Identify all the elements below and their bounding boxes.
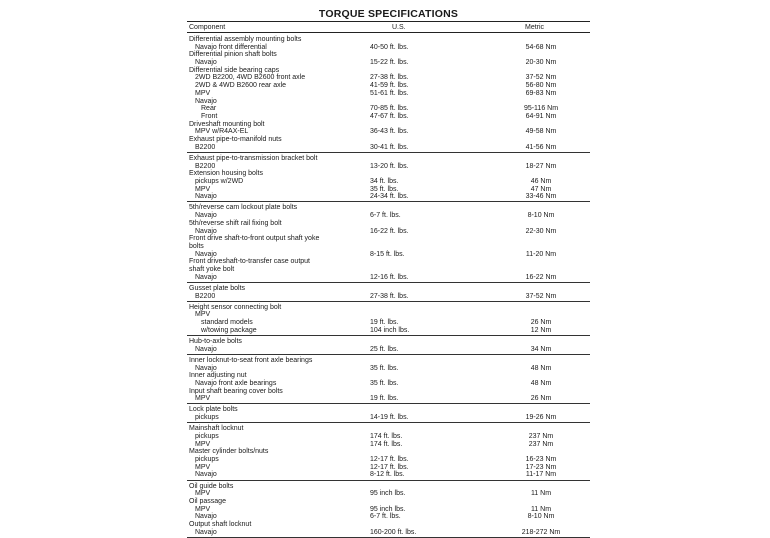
component-cell: w/towing package <box>201 326 257 334</box>
table-row <box>187 448 590 456</box>
component-cell: Front <box>201 112 218 120</box>
us-value-cell: 12-16 ft. lbs. <box>370 273 409 281</box>
component-cell: Hub-to-axle bolts <box>189 337 242 345</box>
component-cell: 5th/reverse shift rail fixing bolt <box>189 219 282 227</box>
us-value-cell: 51-61 ft. lbs. <box>370 89 409 97</box>
metric-value-cell: 11-20 Nm <box>525 250 557 258</box>
table-row <box>187 67 590 75</box>
table-row <box>187 186 590 194</box>
table-row <box>187 406 590 414</box>
component-cell: MPV <box>195 89 211 97</box>
metric-value-cell: 16-22 Nm <box>525 273 557 281</box>
table-row <box>187 471 590 479</box>
us-value-cell: 95 inch lbs. <box>370 490 406 498</box>
table-row <box>187 105 590 113</box>
component-cell: bolts <box>189 242 204 250</box>
table-row <box>187 44 590 52</box>
component-cell: Master cylinder bolts/nuts <box>189 448 269 456</box>
component-cell: Navajo <box>195 227 217 235</box>
us-value-cell: 8-12 ft. lbs. <box>370 471 405 479</box>
component-cell: Navajo <box>195 59 217 67</box>
table-group <box>187 155 590 203</box>
us-value-cell: 95 inch lbs. <box>370 505 406 513</box>
component-cell: MPV <box>195 490 211 498</box>
component-cell: Front driveshaft-to-transfer case output <box>189 258 310 266</box>
component-cell: Navajo <box>195 345 217 353</box>
metric-value-cell: 64-91 Nm <box>525 112 557 120</box>
us-value-cell: 19 ft. lbs. <box>370 319 399 327</box>
us-value-cell: 70-85 ft. lbs. <box>370 105 409 113</box>
table-row <box>187 258 590 266</box>
component-cell: Differential pinion shaft bolts <box>189 51 277 59</box>
us-value-cell: 27-38 ft. lbs. <box>370 74 409 82</box>
component-cell: Differential side bearing caps <box>189 66 280 74</box>
us-value-cell: 27-38 ft. lbs. <box>370 292 409 300</box>
table-row <box>187 388 590 396</box>
us-value-cell: 34 ft. lbs. <box>370 177 399 185</box>
us-value-cell: 160-200 ft. lbs. <box>370 528 417 536</box>
component-cell: Driveshaft mounting bolt <box>189 120 265 128</box>
table-row <box>187 136 590 144</box>
metric-value-cell: 8-10 Nm <box>527 513 555 521</box>
component-cell: Inner adjusting nut <box>189 372 247 380</box>
table-row <box>187 293 590 301</box>
component-cell: Rear <box>201 105 217 113</box>
metric-value-cell: 34 Nm <box>530 345 552 353</box>
metric-value-cell: 237 Nm <box>528 433 554 440</box>
component-cell: Output shaft locknut <box>189 521 252 529</box>
us-value-cell: 40-50 ft. lbs. <box>370 43 409 51</box>
component-cell: B2200 <box>195 143 216 151</box>
component-cell: Navajo <box>195 212 217 220</box>
table-group <box>187 338 590 355</box>
table-row <box>187 319 590 327</box>
component-cell: shaft yoke bolt <box>189 265 235 273</box>
metric-value-cell: 17-23 Nm <box>525 463 557 471</box>
table-row <box>187 498 590 506</box>
table-row <box>187 243 590 251</box>
metric-value-cell: 26 Nm <box>530 395 552 403</box>
us-value-cell: 35 ft. lbs. <box>370 364 399 372</box>
component-cell: Gusset plate bolts <box>189 284 246 292</box>
header-component: Component <box>189 23 226 31</box>
header-us: U.S. <box>392 23 406 31</box>
metric-value-cell: 56-80 Nm <box>525 82 557 90</box>
metric-value-cell: 37-52 Nm <box>525 292 557 300</box>
table-row <box>187 414 590 422</box>
us-value-cell: 174 ft. lbs. <box>370 433 403 440</box>
table-row <box>187 433 590 441</box>
table-row <box>187 395 590 403</box>
table-group <box>187 304 590 336</box>
metric-value-cell: 95-116 Nm <box>523 105 559 113</box>
component-cell: Navajo <box>195 471 217 479</box>
metric-value-cell: 33-46 Nm <box>525 193 557 201</box>
table-row <box>187 220 590 228</box>
table-body <box>187 36 590 538</box>
component-cell: MPV w/R4AX-EL <box>195 128 249 136</box>
table-row <box>187 346 590 354</box>
table-row <box>187 74 590 82</box>
header-metric: Metric <box>525 23 545 31</box>
metric-value-cell: 18-27 Nm <box>525 162 557 170</box>
table-row <box>187 235 590 243</box>
us-value-cell: 35 ft. lbs. <box>370 185 399 193</box>
component-cell: 5th/reverse cam lockout plate bolts <box>189 204 298 212</box>
component-cell: B2200 <box>195 292 216 300</box>
component-cell: Navajo <box>195 193 217 201</box>
component-cell: 2WD B2200, 4WD B2600 front axle <box>195 74 306 82</box>
component-cell: MPV <box>195 185 211 193</box>
component-cell: Navajo <box>195 273 217 281</box>
us-value-cell: 41-59 ft. lbs. <box>370 82 409 90</box>
table-row <box>187 193 590 201</box>
component-cell: Input shaft bearing cover bolts <box>189 387 283 395</box>
metric-value-cell: 26 Nm <box>530 319 552 327</box>
component-cell: Navajo <box>195 97 217 105</box>
table-row <box>187 311 590 319</box>
table-row <box>187 372 590 380</box>
metric-value-cell: 11 Nm <box>530 490 552 498</box>
component-cell: Navajo <box>195 513 217 521</box>
table-row <box>187 506 590 514</box>
metric-value-cell: 20-30 Nm <box>525 59 557 67</box>
table-row <box>187 128 590 136</box>
us-value-cell: 16-22 ft. lbs. <box>370 227 409 235</box>
component-cell: Navajo front axle bearings <box>195 379 277 387</box>
component-cell: pickups <box>195 456 219 464</box>
component-cell: MPV <box>195 395 211 403</box>
table-row <box>187 490 590 498</box>
table-header <box>187 21 590 33</box>
us-value-cell: 30-41 ft. lbs. <box>370 143 409 151</box>
component-cell: pickups <box>195 414 219 422</box>
table-row <box>187 521 590 529</box>
metric-value-cell: 11-17 Nm <box>525 471 557 479</box>
table-row <box>187 285 590 293</box>
metric-value-cell: 49-58 Nm <box>525 128 557 136</box>
us-value-cell: 13-20 ft. lbs. <box>370 162 409 170</box>
metric-value-cell: 69-83 Nm <box>525 89 557 97</box>
metric-value-cell: 46 Nm <box>530 177 552 185</box>
table-row <box>187 464 590 472</box>
table-row <box>187 144 590 152</box>
table-row <box>187 82 590 90</box>
table-row <box>187 51 590 59</box>
table-row <box>187 178 590 186</box>
us-value-cell: 104 inch lbs. <box>370 326 410 334</box>
us-value-cell: 12-17 ft. lbs. <box>370 463 409 471</box>
table-group <box>187 285 590 302</box>
us-value-cell: 14-19 ft. lbs. <box>370 414 409 422</box>
component-cell: Exhaust pipe-to-transmission bracket bolt <box>189 154 318 162</box>
component-cell: Height sensor connecting bolt <box>189 303 282 311</box>
component-cell: standard models <box>201 319 253 327</box>
table-row <box>187 274 590 282</box>
us-value-cell: 12-17 ft. lbs. <box>370 456 409 464</box>
torque-spec-table <box>187 21 590 538</box>
component-cell: Mainshaft locknut <box>189 425 244 433</box>
component-cell: Extension housing bolts <box>189 170 263 178</box>
table-group <box>187 36 590 153</box>
table-row <box>187 529 590 537</box>
metric-value-cell: 19-26 Nm <box>525 414 557 422</box>
table-row <box>187 380 590 388</box>
component-cell: MPV <box>195 440 211 448</box>
table-row <box>187 483 590 491</box>
table-row <box>187 228 590 236</box>
metric-value-cell: 41-56 Nm <box>525 143 557 151</box>
component-cell: Front drive shaft-to-front output shaft yoke <box>189 235 320 243</box>
metric-value-cell: 37-52 Nm <box>525 74 557 82</box>
table-group <box>187 483 590 538</box>
us-value-cell: 15-22 ft. lbs. <box>370 59 409 67</box>
us-value-cell: 36-43 ft. lbs. <box>370 128 409 136</box>
component-cell: Navajo front differential <box>195 43 267 51</box>
table-row <box>187 90 590 98</box>
table-row <box>187 121 590 129</box>
table-row <box>187 304 590 312</box>
metric-value-cell: 48 Nm <box>530 379 552 387</box>
metric-value-cell: 12 Nm <box>530 326 552 334</box>
component-cell: Navajo <box>195 364 217 372</box>
us-value-cell: 24-34 ft. lbs. <box>370 193 409 201</box>
table-row <box>187 170 590 178</box>
metric-value-cell: 218-272 Nm <box>521 528 561 536</box>
component-cell: Inner locknut-to-seat front axle bearings <box>189 356 313 364</box>
component-cell: Oil guide bolts <box>189 482 234 490</box>
us-value-cell: 35 ft. lbs. <box>370 379 399 387</box>
table-row <box>187 251 590 259</box>
table-row <box>187 513 590 521</box>
metric-value-cell: 48 Nm <box>530 364 552 372</box>
table-group <box>187 406 590 423</box>
table-row <box>187 98 590 106</box>
metric-value-cell: 8-10 Nm <box>527 212 555 220</box>
table-row <box>187 163 590 171</box>
table-row <box>187 338 590 346</box>
us-value-cell: 25 ft. lbs. <box>370 345 399 353</box>
component-cell: Lock plate bolts <box>189 406 238 414</box>
table-row <box>187 155 590 163</box>
component-cell: Differential assembly mounting bolts <box>189 36 302 43</box>
table-row <box>187 266 590 274</box>
table-group <box>187 425 590 480</box>
component-cell: Navajo <box>195 250 217 258</box>
component-cell: B2200 <box>195 162 216 170</box>
table-row <box>187 327 590 335</box>
component-cell: MPV <box>195 311 211 319</box>
table-row <box>187 204 590 212</box>
table-row <box>187 357 590 365</box>
component-cell: Exhaust pipe-to-manifold nuts <box>189 135 282 143</box>
table-row <box>187 441 590 449</box>
component-cell: 2WD & 4WD B2600 rear axle <box>195 82 287 90</box>
metric-value-cell: 237 Nm <box>528 440 554 448</box>
metric-value-cell: 54-68 Nm <box>525 43 557 51</box>
table-row <box>187 456 590 464</box>
metric-value-cell: 11 Nm <box>530 505 552 513</box>
metric-value-cell: 22-30 Nm <box>525 227 557 235</box>
component-cell: MPV <box>195 505 211 513</box>
table-row <box>187 365 590 373</box>
table-group <box>187 204 590 282</box>
metric-value-cell: 16-23 Nm <box>525 456 557 464</box>
us-value-cell: 174 ft. lbs. <box>370 440 403 448</box>
page-title: TORQUE SPECIFICATIONS <box>318 8 459 20</box>
us-value-cell: 47-67 ft. lbs. <box>370 112 409 120</box>
us-value-cell: 8-15 ft. lbs. <box>370 250 405 258</box>
component-cell: MPV <box>195 463 211 471</box>
component-cell: pickups <box>195 433 219 440</box>
metric-value-cell: 47 Nm <box>530 185 552 193</box>
table-row <box>187 59 590 67</box>
table-row <box>187 113 590 121</box>
component-cell: Oil passage <box>189 498 226 505</box>
table-group <box>187 357 590 405</box>
us-value-cell: 6-7 ft. lbs. <box>370 212 401 220</box>
table-row <box>187 425 590 433</box>
us-value-cell: 6-7 ft. lbs. <box>370 513 401 521</box>
us-value-cell: 19 ft. lbs. <box>370 395 399 403</box>
table-row <box>187 36 590 44</box>
table-row <box>187 212 590 220</box>
component-cell: Navajo <box>195 528 217 536</box>
component-cell: pickups w/2WD <box>195 177 244 185</box>
